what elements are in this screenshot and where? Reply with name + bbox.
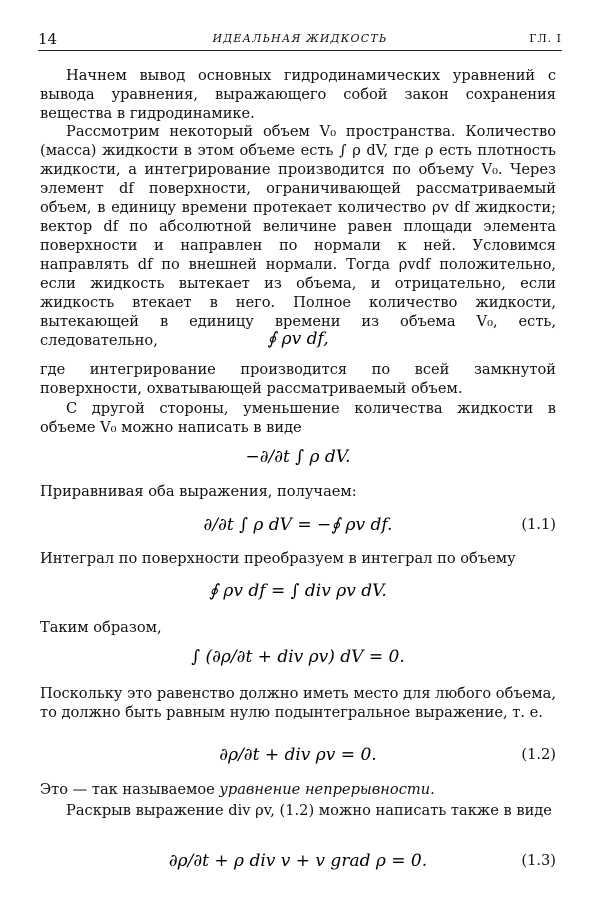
equation-decrease-text: −∂/∂t ∫ ρ dV. bbox=[245, 447, 351, 467]
equation-1-2-text: ∂ρ/∂t + div ρv = 0. bbox=[219, 745, 377, 765]
equation-flux-text: ∮ ρv df, bbox=[267, 329, 329, 349]
page-number: 14 bbox=[38, 30, 58, 48]
continuity-prefix: Это — так называемое bbox=[40, 781, 220, 798]
header-rule bbox=[38, 50, 562, 51]
equation-1-1 bbox=[40, 504, 556, 548]
equation-1-3-text: ∂ρ/∂t + ρ div v + v grad ρ = 0. bbox=[168, 851, 428, 871]
equation-number-1-2: (1.2) bbox=[521, 746, 556, 763]
equation-number-1-3: (1.3) bbox=[521, 852, 556, 869]
equation-gauss-text: ∮ ρv df = ∫ div ρv dV. bbox=[209, 581, 387, 601]
paragraph-intro: Начнем вывод основных гидродинамических уравнений с вывода уравнения, выражающего собой закон сохранения вещества в гидродинамике. bbox=[40, 67, 556, 122]
paragraph-decrease: С другой стороны, уменьшение количества жидкости в объеме V₀ можно написать в виде bbox=[40, 400, 556, 436]
paragraph-surface-to-volume: Интеграл по поверхности преобразуем в интеграл по объему bbox=[40, 550, 516, 567]
equation-integral-text: ∫ (∂ρ/∂t + div ρv) dV = 0. bbox=[191, 647, 405, 667]
paragraph-any-volume: Поскольку это равенство должно иметь место для любого объема, то должно быть равным нулю подынтегральное выражение, т. е. bbox=[40, 685, 556, 721]
equation-1-3 bbox=[40, 840, 556, 884]
equation-1-1-text: ∂/∂t ∫ ρ dV = −∮ ρv df. bbox=[203, 515, 393, 535]
equation-flux bbox=[40, 316, 556, 360]
equation-integral bbox=[40, 636, 556, 680]
paragraph-equate: Приравнивая оба выражения, получаем: bbox=[40, 483, 357, 500]
equation-1-2 bbox=[40, 734, 556, 778]
equation-gauss bbox=[40, 570, 556, 614]
equation-flux-svg bbox=[40, 316, 556, 360]
equation-decrease bbox=[40, 436, 556, 480]
paragraph-expand: Раскрыв выражение div ρv, (1.2) можно написать также в виде bbox=[66, 802, 552, 819]
continuity-term: уравнение непрерывности. bbox=[219, 781, 435, 798]
paragraph-continuity bbox=[40, 780, 556, 799]
paragraph-thus: Таким образом, bbox=[40, 619, 162, 636]
running-title: ИДЕАЛЬНАЯ ЖИДКОСТЬ bbox=[212, 32, 388, 45]
paragraph-closed-surface: где интегрирование производится по всей замкнутой поверхности, охватывающей рассматриваемый объем. bbox=[40, 361, 556, 397]
equation-number-1-1: (1.1) bbox=[521, 516, 556, 533]
running-header bbox=[38, 30, 562, 50]
paragraph-volume: Рассмотрим некоторый объем V₀ пространства. Количество (масса) жидкости в этом объеме есть ∫ ρ dV, где ρ есть плотность жидкости, а интегрирование производится по объему V₀. Через элемент df поверхности, ограничивающей рассматриваемый объем, в единицу времени протекает количество ρv df жидкости; вектор df по абсолютной величине равен площади элемента поверхности и направлен по нормали к ней. Условимся направлять df по внешней нормали. Тогда ρvdf положительно, если жидкость вытекает из объема, и отрицательно, если жидкость втекает в него. Полное количество жидкости, вытекающей в единицу времени из объема V₀, есть, следовательно, bbox=[40, 123, 556, 349]
chapter-label: ГЛ. I bbox=[529, 32, 562, 45]
